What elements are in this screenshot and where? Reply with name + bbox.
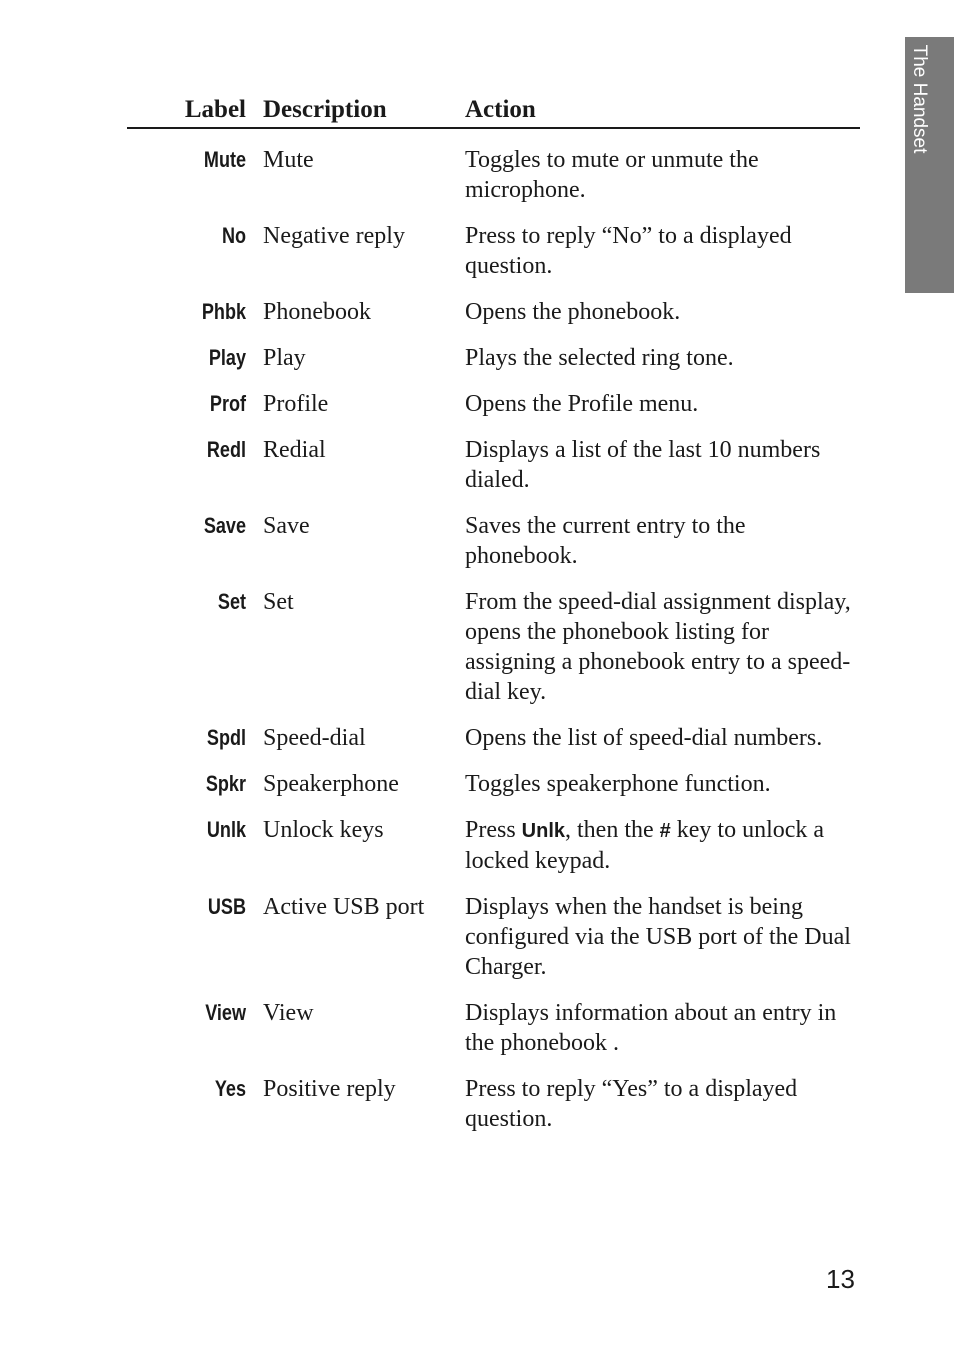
row-action: Plays the selected ring tone. (465, 345, 734, 371)
row-description: Set (263, 589, 294, 615)
row-action: Displays a list of the last 10 numbers dialed. (465, 437, 821, 493)
row-description: Active USB port (263, 894, 425, 920)
header-label: Label (184, 96, 246, 123)
row-action (465, 815, 860, 876)
table-row (127, 389, 860, 419)
table-row (127, 343, 860, 373)
row-description: Speakerphone (263, 771, 399, 797)
table-row (127, 297, 860, 327)
row-action: Opens the Profile menu. (465, 391, 699, 417)
row-description: Redial (263, 437, 326, 463)
action-text: , then the (565, 817, 660, 843)
table-row (127, 723, 860, 753)
row-label: Unlk (206, 817, 246, 842)
row-label: Save (203, 513, 246, 538)
row-action: Opens the list of speed-dial numbers. (465, 725, 823, 751)
table-header (127, 95, 860, 129)
row-label: Phbk (201, 299, 246, 324)
softkey-table (127, 95, 860, 1134)
row-description: Phonebook (263, 299, 371, 325)
action-text: key to unlock a locked keypad. (465, 817, 825, 874)
page-number: 13 (826, 1264, 855, 1294)
row-label: View (205, 1000, 246, 1025)
row-label: Yes (214, 1076, 246, 1101)
row-description: Profile (263, 391, 329, 417)
table-row (127, 587, 860, 707)
row-action: Toggles to mute or unmute the microphone. (465, 147, 759, 203)
row-label: Prof (209, 391, 246, 416)
row-description: Save (263, 513, 310, 539)
table-row (127, 769, 860, 799)
table-row (127, 1074, 860, 1134)
inline-key-hash: # (659, 820, 671, 842)
row-action: From the speed-dial assignment display, opens the phonebook listing for assigning a phonebook entry to a speed-dial key. (465, 589, 851, 705)
section-tab-label: The Handset (908, 44, 930, 154)
table-row (127, 435, 860, 495)
section-tab (905, 37, 954, 293)
row-description: Unlock keys (263, 817, 384, 843)
table-row (127, 221, 860, 281)
table-row (127, 815, 860, 876)
header-action: Action (465, 96, 536, 123)
table-row (127, 998, 860, 1058)
row-description: Speed-dial (263, 725, 366, 751)
inline-key-unlk: Unlk (521, 820, 566, 842)
row-label: Play (208, 345, 246, 370)
header-description: Description (263, 96, 387, 123)
row-label: Spdl (206, 725, 246, 750)
row-action: Opens the phonebook. (465, 299, 681, 325)
row-label: Spkr (205, 771, 246, 796)
row-action: Displays when the handset is being configured via the USB port of the Dual Charger. (465, 894, 851, 980)
row-description: Negative reply (263, 223, 405, 249)
action-text: Press (465, 817, 522, 843)
row-action: Press to reply “Yes” to a displayed question. (465, 1076, 798, 1132)
row-description: Mute (263, 147, 314, 173)
row-label: Redl (206, 437, 246, 462)
row-label: Set (217, 589, 246, 614)
row-action: Saves the current entry to the phonebook. (465, 513, 746, 569)
row-label: USB (207, 894, 246, 919)
row-action: Displays information about an entry in the phonebook . (465, 1000, 837, 1056)
row-description: Play (263, 345, 306, 371)
row-action: Toggles speakerphone function. (465, 771, 771, 797)
row-description: Positive reply (263, 1076, 396, 1102)
row-description: View (263, 1000, 314, 1026)
row-action: Press to reply “No” to a displayed question. (465, 223, 792, 279)
table-row (127, 511, 860, 571)
row-label: No (221, 223, 246, 248)
row-label: Mute (203, 147, 246, 172)
table-row (127, 892, 860, 982)
table-row (127, 145, 860, 205)
